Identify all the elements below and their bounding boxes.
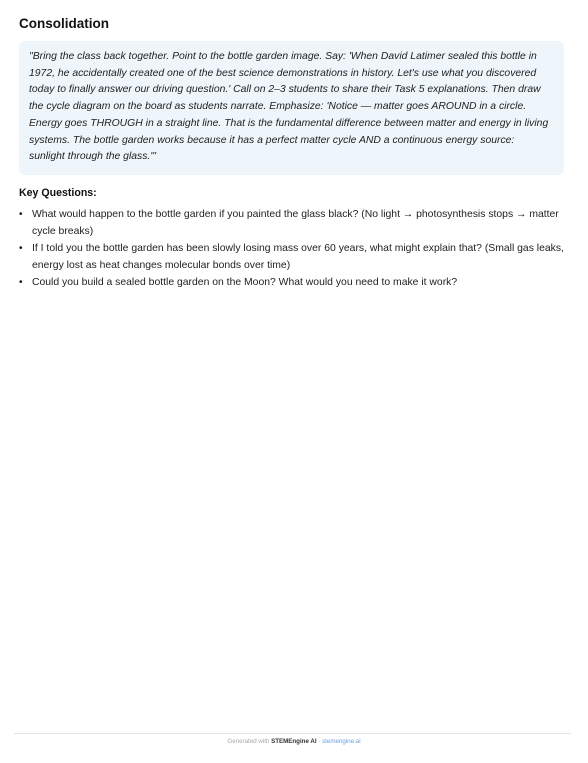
key-question-text: What would happen to the bottle garden if you painted the glass black? (No light → photosynthesis stops → matter cycle breaks)	[32, 209, 559, 237]
bullet-icon: •	[19, 209, 23, 220]
key-question-text: Could you build a sealed bottle garden on the Moon? What would you need to make it work?	[32, 277, 458, 288]
footer-separator: ·	[316, 738, 323, 745]
footer-site-link[interactable]: stemengine.ai	[322, 738, 361, 745]
section-title: Consolidation	[19, 16, 109, 31]
key-questions-heading: Key Questions:	[19, 187, 97, 199]
teacher-script-text: "Bring the class back together. Point to the bottle garden image. Say: 'When David Latimer sealed this bottle in 1972, he accidentally created one of the best science demonstrations in history. Let's use what you discovered today to finally answer our driving question.' Call on 2–3 students to share their Task 5 explanations. Then draw the cycle diagram on the board as students narrate. Emphasize: 'Notice — matter goes AROUND in a circle. Energy goes THROUGH in a straight line. That is the fundamental difference between matter and energy in living systems. The bottle garden works because it has a perfect matter cycle AND a continuous energy source: sunlight through the glass.'"	[29, 51, 549, 163]
key-question-text: If I told you the bottle garden has been slowly losing mass over 60 years, what might explain that? (Small gas leaks, energy lost as heat changes molecular bonds over time)	[32, 243, 564, 271]
list-item	[19, 206, 567, 240]
footer-divider	[14, 733, 571, 734]
footer-prefix: Generated with	[227, 738, 272, 745]
list-item	[19, 240, 567, 274]
bullet-icon: •	[19, 277, 23, 288]
teacher-script-callout	[19, 41, 564, 175]
list-item	[19, 274, 567, 291]
bullet-icon: •	[19, 243, 23, 254]
footer-brand: STEMEngine AI	[271, 738, 317, 745]
footer	[0, 738, 588, 745]
key-questions-list	[19, 206, 567, 291]
